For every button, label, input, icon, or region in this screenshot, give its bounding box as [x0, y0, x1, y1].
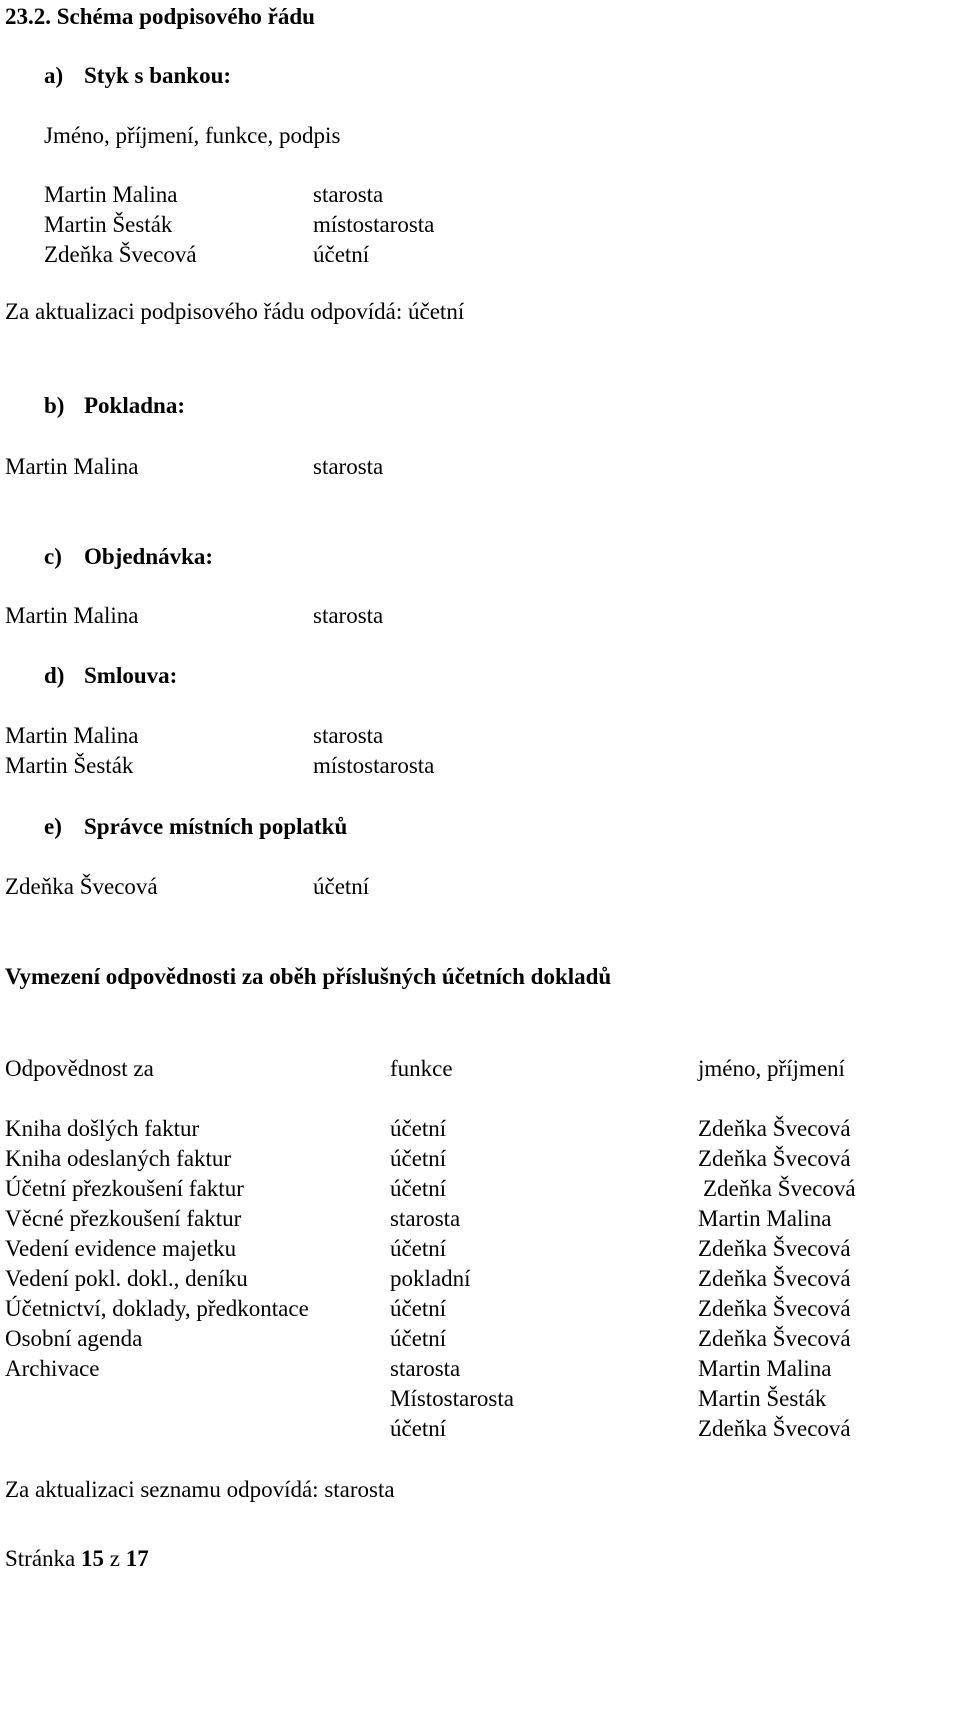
order-heading-text: Objednávka: — [84, 544, 214, 569]
bank-person-role: účetní — [313, 242, 370, 267]
bank-heading — [44, 64, 231, 87]
bank-update-note: Za aktualizaci podpisového řádu odpovídá: účetní — [5, 299, 465, 324]
bank-heading-text: Styk s bankou: — [84, 63, 232, 88]
table-cell-person: Martin Malina — [698, 1206, 832, 1231]
table-cell-person: Zdeňka Švecová — [698, 1416, 851, 1441]
bank-columns-label: Jméno, příjmení, funkce, podpis — [44, 123, 341, 148]
table-cell-area: Kniha odeslaných faktur — [5, 1146, 232, 1171]
page-total: 17 — [125, 1546, 149, 1571]
contract-heading-text: Smlouva: — [84, 663, 178, 688]
table-cell-function: účetní — [390, 1176, 447, 1201]
cash-heading-text: Pokladna: — [84, 393, 185, 418]
fees-person-role: účetní — [313, 874, 370, 899]
table-cell-person: Zdeňka Švecová — [698, 1266, 851, 1291]
cash-heading-prefix: b) — [44, 393, 65, 418]
column-header-responsibility: Odpovědnost za — [5, 1056, 154, 1081]
contract-person-role: starosta — [313, 723, 384, 748]
table-cell-area: Vedení evidence majetku — [5, 1236, 237, 1261]
table-cell-function: pokladní — [390, 1266, 471, 1291]
column-header-function: funkce — [390, 1056, 453, 1081]
table-cell-area: Vedení pokl. dokl., deníku — [5, 1266, 248, 1291]
bank-person-role: místostarosta — [313, 212, 435, 237]
table-cell-function: účetní — [390, 1146, 447, 1171]
order-heading-prefix: c) — [44, 544, 62, 569]
table-cell-function: účetní — [390, 1416, 447, 1441]
table-cell-function: Místostarosta — [390, 1386, 514, 1411]
table-cell-function: účetní — [390, 1116, 447, 1141]
table-cell-area: Osobní agenda — [5, 1326, 143, 1351]
order-heading — [44, 545, 213, 568]
table-cell-person: Martin Šesták — [698, 1386, 827, 1411]
table-cell-function: starosta — [390, 1356, 461, 1381]
table-cell-area: Věcné přezkoušení faktur — [5, 1206, 242, 1231]
cash-person-name: Martin Malina — [5, 454, 139, 479]
table-cell-person: Zdeňka Švecová — [698, 1146, 851, 1171]
table-cell-person: Zdeňka Švecová — [698, 1326, 851, 1351]
bank-person-name: Zdeňka Švecová — [44, 242, 197, 267]
table-cell-function: starosta — [390, 1206, 461, 1231]
fees-person-name: Zdeňka Švecová — [5, 874, 158, 899]
table-cell-person: Martin Malina — [698, 1356, 832, 1381]
order-person-name: Martin Malina — [5, 603, 139, 628]
fees-heading-text: Správce místních poplatků — [84, 814, 348, 839]
table-cell-function: účetní — [390, 1326, 447, 1351]
responsibility-heading: Vymezení odpovědnosti za oběh příslušných účetních dokladů — [5, 964, 612, 989]
contract-heading-prefix: d) — [44, 663, 65, 688]
column-header-name: jméno, příjmení — [698, 1056, 845, 1081]
page-prefix: Stránka — [5, 1546, 76, 1571]
page-current: 15 — [81, 1546, 105, 1571]
contract-person-name: Martin Šesták — [5, 753, 134, 778]
bank-person-name: Martin Šesták — [44, 212, 173, 237]
table-cell-person: Zdeňka Švecová — [698, 1236, 851, 1261]
page-of: z — [109, 1546, 120, 1571]
table-cell-person: Zdeňka Švecová — [698, 1296, 851, 1321]
bank-heading-prefix: a) — [44, 63, 64, 88]
contract-person-role: místostarosta — [313, 753, 435, 778]
fees-heading — [44, 815, 347, 838]
order-person-role: starosta — [313, 603, 384, 628]
section-heading: 23.2. Schéma podpisového řádu — [5, 4, 315, 29]
list-update-note: Za aktualizaci seznamu odpovídá: starosta — [5, 1477, 395, 1502]
bank-person-name: Martin Malina — [44, 182, 178, 207]
table-cell-area: Archivace — [5, 1356, 100, 1381]
contract-person-name: Martin Malina — [5, 723, 139, 748]
table-cell-area: Kniha došlých faktur — [5, 1116, 200, 1141]
page-number — [5, 1547, 149, 1570]
table-cell-person: Zdeňka Švecová — [703, 1176, 856, 1201]
cash-heading — [44, 394, 185, 417]
bank-person-role: starosta — [313, 182, 384, 207]
table-cell-area: Účetnictví, doklady, předkontace — [5, 1296, 309, 1321]
table-cell-person: Zdeňka Švecová — [698, 1116, 851, 1141]
table-cell-area: Účetní přezkoušení faktur — [5, 1176, 244, 1201]
cash-person-role: starosta — [313, 454, 384, 479]
fees-heading-prefix: e) — [44, 814, 62, 839]
contract-heading — [44, 664, 177, 687]
table-cell-function: účetní — [390, 1296, 447, 1321]
table-cell-function: účetní — [390, 1236, 447, 1261]
